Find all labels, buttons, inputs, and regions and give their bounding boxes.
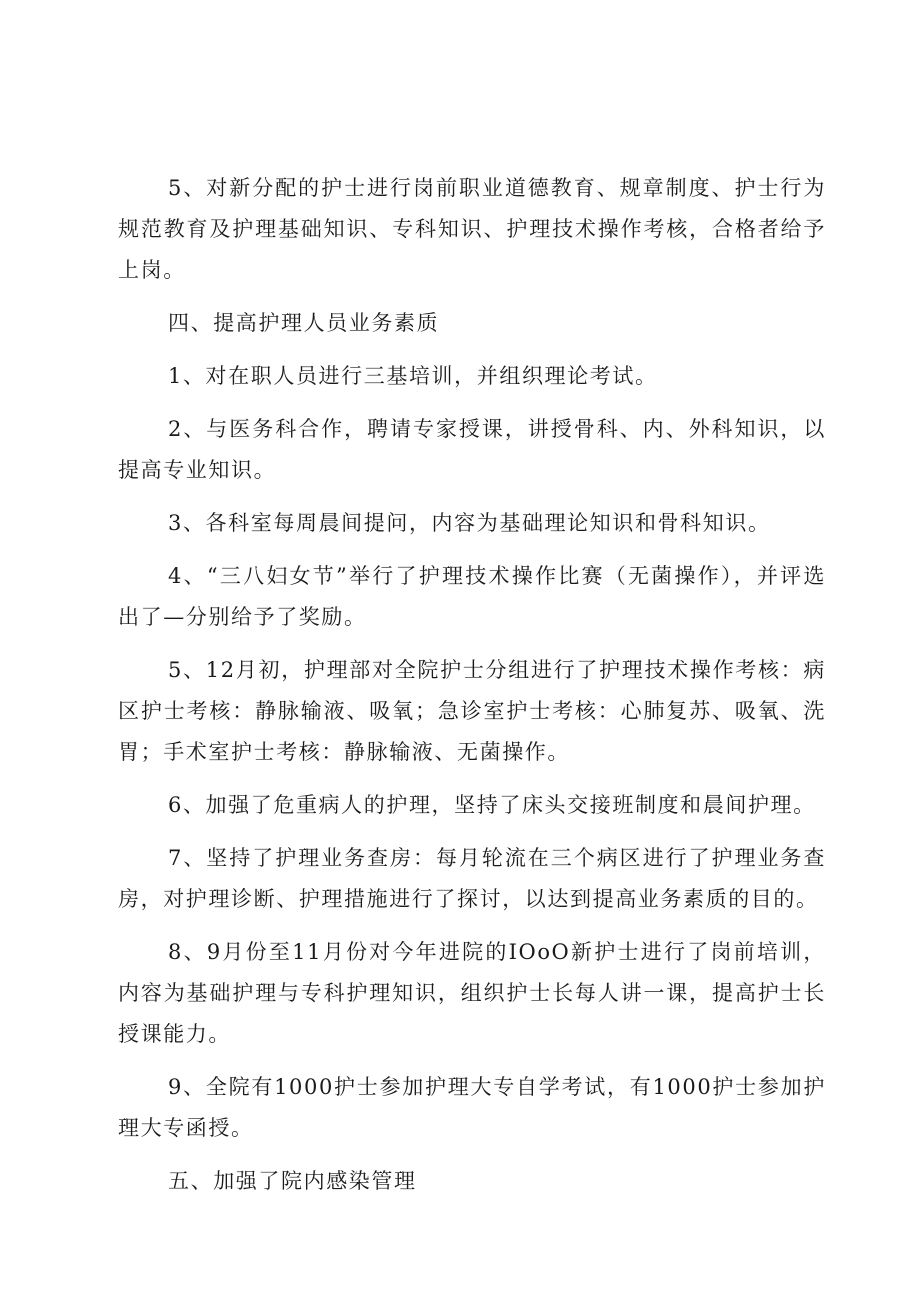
paragraph-ward-rounds: 7、坚持了护理业务查房：每月轮流在三个病区进行了护理业务查房，对护理诊断、护理措施进行了探讨，以达到提高业务素质的目的。 <box>118 846 826 911</box>
paragraph-pre-job-training: 8、9月份至11月份对今年进院的IOoO新护士进行了岗前培训，内容为基础护理与专科护理知识，组织护士长每人讲一课，提高护士长授课能力。 <box>118 940 826 1046</box>
section-heading-improve-quality: 四、提高护理人员业务素质 <box>168 311 440 335</box>
paragraph-college-exams: 9、全院有1000护士参加护理大专自学考试，有1000护士参加护理大专函授。 <box>118 1075 826 1140</box>
paragraph-new-nurse-training: 5、对新分配的护士进行岗前职业道德教育、规章制度、护士行为规范教育及护理基础知识、专科知识、护理技术操作考核，合格者给予上岗。 <box>118 176 826 282</box>
paragraph-expert-lectures: 2、与医务科合作，聘请专家授课，讲授骨科、内、外科知识，以提高专业知识。 <box>118 417 826 482</box>
paragraph-critical-care: 6、加强了危重病人的护理，坚持了床头交接班制度和晨间护理。 <box>168 793 816 817</box>
document-body <box>118 168 826 1202</box>
paragraph-womens-day-contest: 4、“三八妇女节”举行了护理技术操作比赛（无菌操作），并评选出了—分别给予了奖励。 <box>118 564 826 629</box>
paragraph-december-assessment: 5、12月初，护理部对全院护士分组进行了护理技术操作考核：病区护士考核：静脉输液、吸氧；急诊室护士考核：心肺复苏、吸氧、洗胃；手术室护士考核：静脉输液、无菌操作。 <box>118 658 826 764</box>
paragraph-three-basics-training: 1、对在职人员进行三基培训，并组织理论考试。 <box>168 364 658 388</box>
section-heading-infection-control: 五、加强了院内感染管理 <box>168 1169 417 1193</box>
paragraph-morning-questions: 3、各科室每周晨间提问，内容为基础理论知识和骨科知识。 <box>168 511 771 535</box>
